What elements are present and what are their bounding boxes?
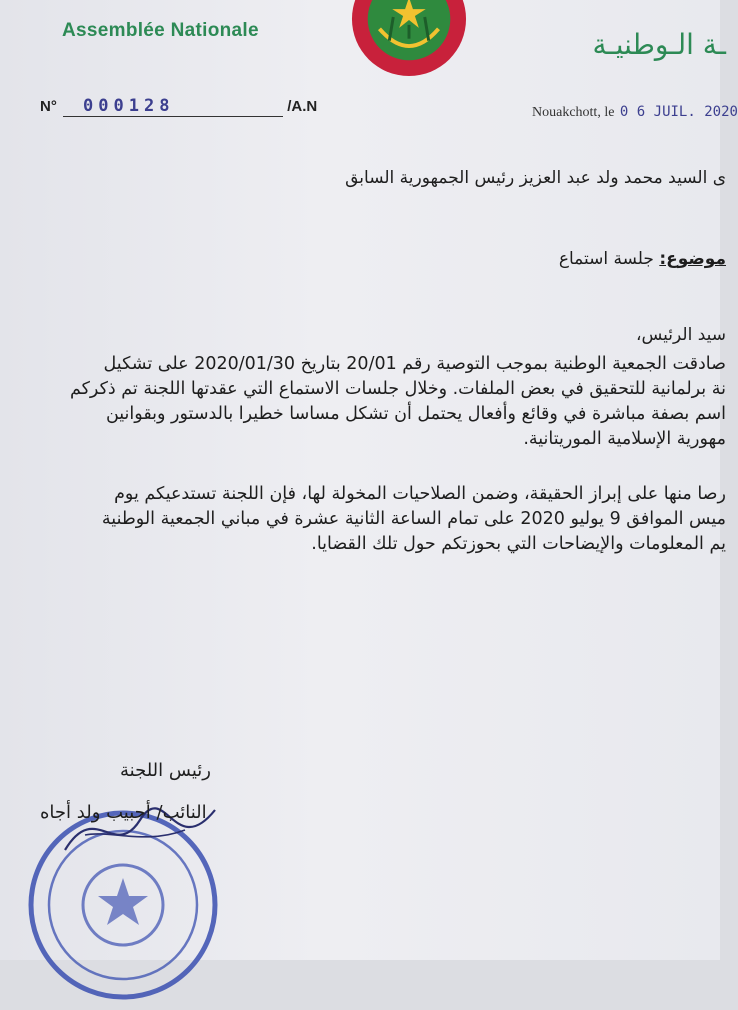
- date-stamp: 0 6 JUIL. 2020: [619, 104, 738, 120]
- signatory-title: رئيس اللجنة: [120, 760, 211, 781]
- subject-label: موضوع:: [659, 249, 726, 269]
- paragraph-2-line: رصا منها على إبراز الحقيقة، وضمن الصلاحيات المخولة لها، فإن اللجنة تستدعيكم يوم: [114, 484, 726, 504]
- paragraph-2-line: ميس الموافق 9 يوليو 2020 على تمام الساعة الثانية عشرة في مباني الجمعية الوطنية: [101, 509, 726, 529]
- salutation: سيد الرئيس،: [635, 325, 726, 345]
- ref-suffix: /A.N: [287, 98, 318, 115]
- assembly-name-fr: Assemblée Nationale: [62, 20, 259, 41]
- paragraph-1-line: اسم بصفة مباشرة في وقائع وأفعال يحتمل أن تشكل مساسا خطيرا بالدستور وبقوانين: [105, 404, 726, 424]
- ref-number-value: 000128: [63, 96, 283, 117]
- ref-label: N°: [40, 98, 57, 115]
- paragraph-2-line: يم المعلومات والإيضاحات التي بحوزتكم حول تلك القضايا.: [311, 534, 726, 554]
- subject-line: [559, 249, 726, 269]
- paragraph-1-line: مهورية الإسلامية الموريتانية.: [523, 429, 726, 449]
- subject-text: جلسة استماع: [558, 249, 654, 269]
- addressee-line: ى السيد محمد ولد عبد العزيز رئيس الجمهورية السابق: [345, 168, 726, 188]
- reference-number: [40, 96, 317, 117]
- signatory-name: النائب/ أحبيب ولد أجاه: [40, 802, 207, 823]
- place-date: [532, 104, 738, 121]
- national-emblem-icon: [350, 0, 468, 78]
- assembly-name-ar: ـة الـوطنيـة: [592, 28, 726, 61]
- paragraph-1-line: نة برلمانية للتحقيق في بعض الملفات. وخلال جلسات الاستماع التي عقدتها اللجنة تم ذكركم: [69, 379, 726, 399]
- paragraph-1: [70, 352, 726, 452]
- place-date-label: Nouakchott, le: [532, 105, 615, 120]
- paragraph-2: [102, 482, 726, 557]
- paragraph-1-line: صادقت الجمعية الوطنية بموجب التوصية رقم 20/01 بتاريخ 2020/01/30 على تشكيل: [103, 354, 726, 374]
